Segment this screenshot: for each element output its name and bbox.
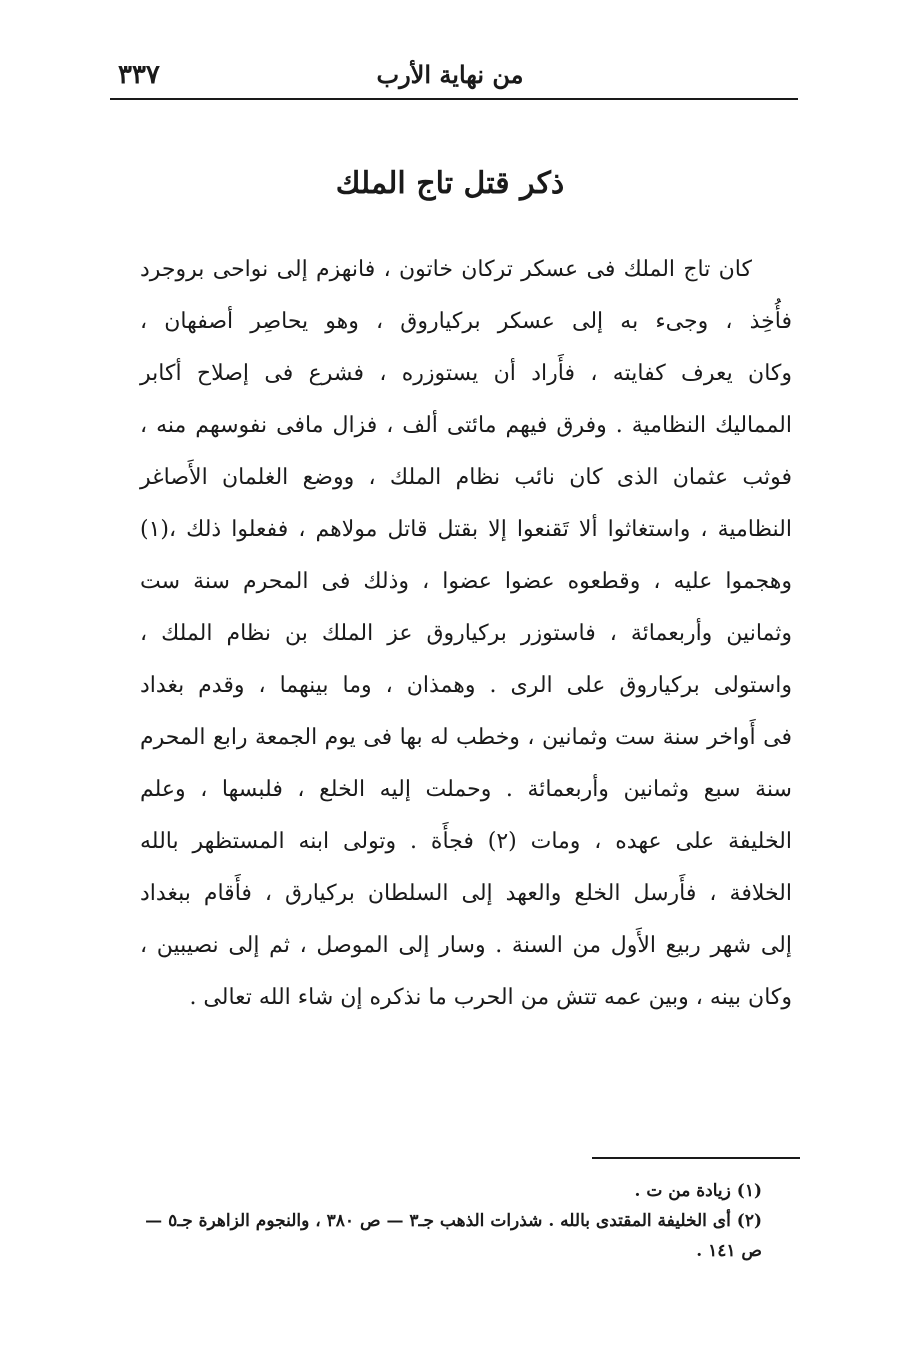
body-line: وثمانين وأربعمائة ، فاستوزر بركياروق عز الملك بن نظام الملك ، bbox=[140, 621, 792, 646]
body-line: الخليفة على عهده ، ومات (٢) فجأَة . وتولى ابنه المستظهر بالله bbox=[140, 829, 792, 854]
body-line: فأُخِذ ، وجىء به إلى عسكر بركياروق ، وهو يحاصِر أصفهان ، bbox=[140, 309, 792, 334]
body-line: واستولى بركياروق على الرى . وهمذان ، وما بينهما ، وقدم بغداد bbox=[140, 673, 792, 698]
header-rule bbox=[110, 98, 798, 100]
body-line: كان تاج الملك فى عسكر تركان خاتون ، فانهزم إلى نواحى بروجرد bbox=[140, 257, 752, 282]
footnote-rule bbox=[592, 1157, 800, 1159]
body-line: سنة سبع وثمانين وأربعمائة . وحملت إليه الخلع ، فلبسها ، وعلم bbox=[140, 777, 792, 802]
footnotes bbox=[145, 1176, 762, 1266]
body-line: فوثب عثمان الذى كان نائب نظام الملك ، ووضع الغلمان الأَصاغر bbox=[140, 465, 792, 490]
footnote-2-continued: ص ١٤١ . bbox=[696, 1241, 762, 1261]
page-number: ٣٣٧ bbox=[118, 60, 160, 90]
footnote-1: (١) زيادة من ت . bbox=[634, 1181, 762, 1201]
body-line: إلى شهر ربيع الأَول من السنة . وسار إلى الموصل ، ثم إلى نصيبين ، bbox=[140, 933, 792, 958]
body-line: فى أَواخر سنة ست وثمانين ، وخطب له بها فى يوم الجمعة رابع المحرم bbox=[140, 725, 792, 750]
body-line: وكان بينه ، وبين عمه تتش من الحرب ما نذكره إن شاء الله تعالى . bbox=[189, 985, 792, 1010]
body-line: وكان يعرف كفايته ، فأَراد أن يستوزره ، فشرع فى إصلاح أكابر bbox=[140, 361, 792, 386]
body-line: الخلافة ، فأَرسل الخلع والعهد إلى السلطان بركيارق ، فأَقام ببغداد bbox=[140, 881, 792, 906]
footnote-2: (٢) أى الخليفة المقتدى بالله . شذرات الذهب جـ٣ — ص ٣٨٠ ، والنجوم الزاهرة جـ٥ — bbox=[145, 1211, 762, 1231]
running-title: من نهاية الأرب bbox=[376, 60, 524, 89]
section-title: ذكر قتل تاج الملك bbox=[335, 166, 565, 201]
body-line: المماليك النظامية . وفرق فيهم مائتى ألف ، فزال مافى نفوسهم منه ، bbox=[140, 413, 792, 438]
body-line: وهجموا عليه ، وقطعوه عضوا عضوا ، وذلك فى المحرم سنة ست bbox=[140, 569, 792, 594]
body-line: النظامية ، واستغاثوا ألا تَقنعوا إلا بقتل قاتل مولاهم ، ففعلوا ذلك ،(١) bbox=[140, 517, 792, 542]
body-text bbox=[140, 244, 792, 1024]
